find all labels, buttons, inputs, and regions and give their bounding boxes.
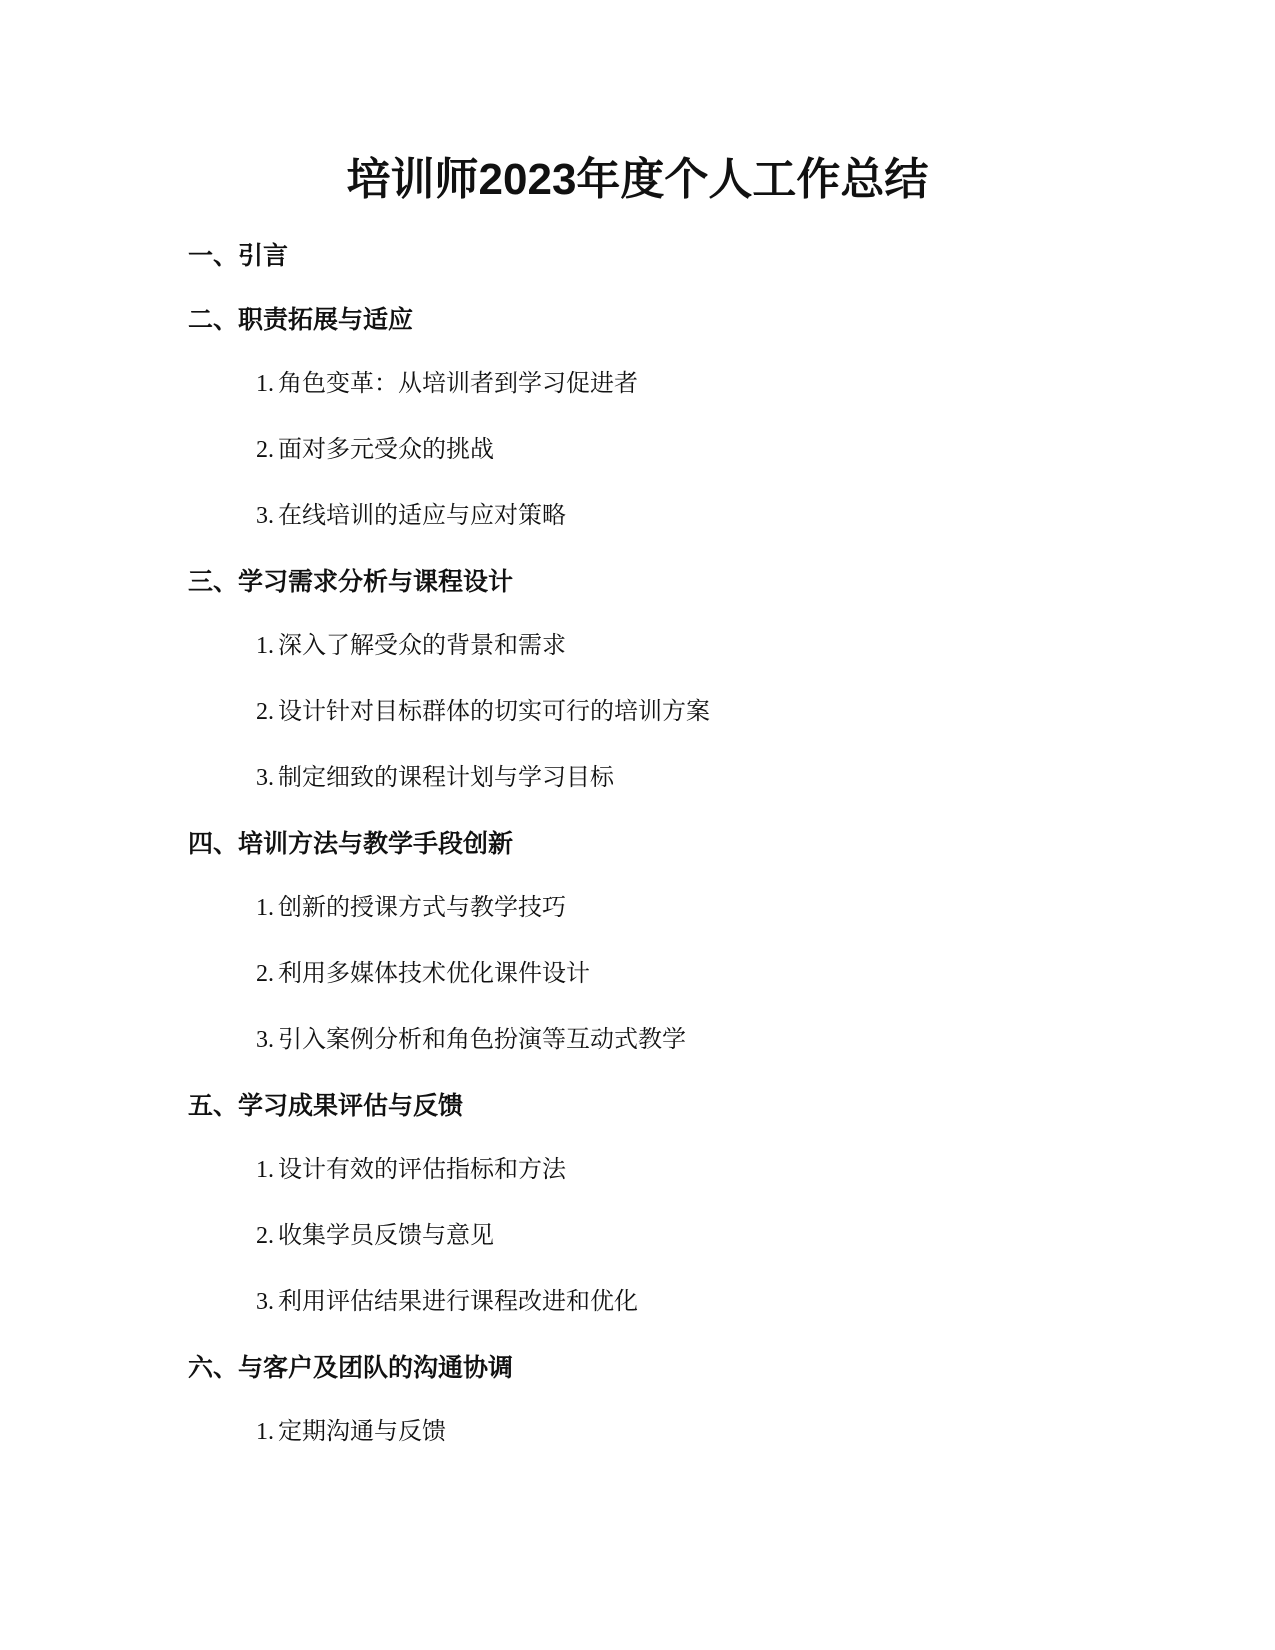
list-item — [256, 1218, 1148, 1254]
list-item — [256, 366, 1148, 402]
list-item-text: 引入案例分析和角色扮演等互动式教学 — [278, 1027, 686, 1053]
list-item-text: 创新的授课方式与教学技巧 — [278, 895, 566, 921]
list-item-number: 1. — [256, 895, 274, 921]
list-item-text: 收集学员反馈与意见 — [278, 1223, 494, 1249]
section-heading: 五、学习成果评估与反馈 — [188, 1092, 464, 1120]
list-item-text: 利用评估结果进行课程改进和优化 — [278, 1289, 638, 1315]
list-item — [256, 956, 1148, 992]
list-item-text: 利用多媒体技术优化课件设计 — [278, 961, 590, 987]
list-item-number: 2. — [256, 961, 274, 987]
list-item — [256, 628, 1148, 664]
section-needs-analysis — [188, 564, 1148, 796]
list-item — [256, 760, 1148, 796]
list-item-number: 2. — [256, 699, 274, 725]
section-heading: 四、培训方法与教学手段创新 — [188, 830, 514, 858]
section-responsibilities — [188, 302, 1148, 534]
section-heading: 六、与客户及团队的沟通协调 — [188, 1354, 514, 1382]
list-item — [256, 1414, 1148, 1450]
list-item — [256, 432, 1148, 468]
section-communication — [188, 1350, 1148, 1450]
list-item-text: 深入了解受众的背景和需求 — [278, 633, 566, 659]
list-item-text: 制定细致的课程计划与学习目标 — [278, 765, 614, 791]
section-list — [188, 628, 1148, 796]
section-assessment — [188, 1088, 1148, 1320]
list-item-text: 设计针对目标群体的切实可行的培训方案 — [278, 699, 710, 725]
section-introduction — [188, 238, 1148, 274]
list-item-text: 面对多元受众的挑战 — [278, 437, 494, 463]
list-item-number: 1. — [256, 1157, 274, 1183]
list-item-text: 设计有效的评估指标和方法 — [278, 1157, 566, 1183]
section-list — [188, 1414, 1148, 1450]
list-item — [256, 694, 1148, 730]
list-item-number: 2. — [256, 1223, 274, 1249]
list-item-text: 在线培训的适应与应对策略 — [278, 503, 566, 529]
list-item-number: 1. — [256, 371, 274, 397]
list-item-number: 3. — [256, 503, 274, 529]
section-list — [188, 366, 1148, 534]
section-heading: 二、职责拓展与适应 — [188, 306, 414, 334]
list-item-number: 1. — [256, 633, 274, 659]
list-item — [256, 1152, 1148, 1188]
list-item-text: 定期沟通与反馈 — [278, 1419, 446, 1445]
list-item-number: 3. — [256, 1027, 274, 1053]
list-item-number: 1. — [256, 1419, 274, 1445]
section-list — [188, 1152, 1148, 1320]
list-item — [256, 890, 1148, 926]
section-teaching-methods — [188, 826, 1148, 1058]
list-item — [256, 498, 1148, 534]
list-item-number: 3. — [256, 1289, 274, 1315]
section-heading: 一、引言 — [188, 242, 289, 270]
list-item-text: 角色变革：从培训者到学习促进者 — [278, 371, 638, 397]
list-item — [256, 1284, 1148, 1320]
section-heading: 三、学习需求分析与课程设计 — [188, 568, 514, 596]
section-list — [188, 890, 1148, 1058]
list-item-number: 2. — [256, 437, 274, 463]
document-title: 培训师2023年度个人工作总结 — [346, 155, 929, 204]
list-item-number: 3. — [256, 765, 274, 791]
list-item — [256, 1022, 1148, 1058]
document-body — [188, 238, 1148, 1480]
